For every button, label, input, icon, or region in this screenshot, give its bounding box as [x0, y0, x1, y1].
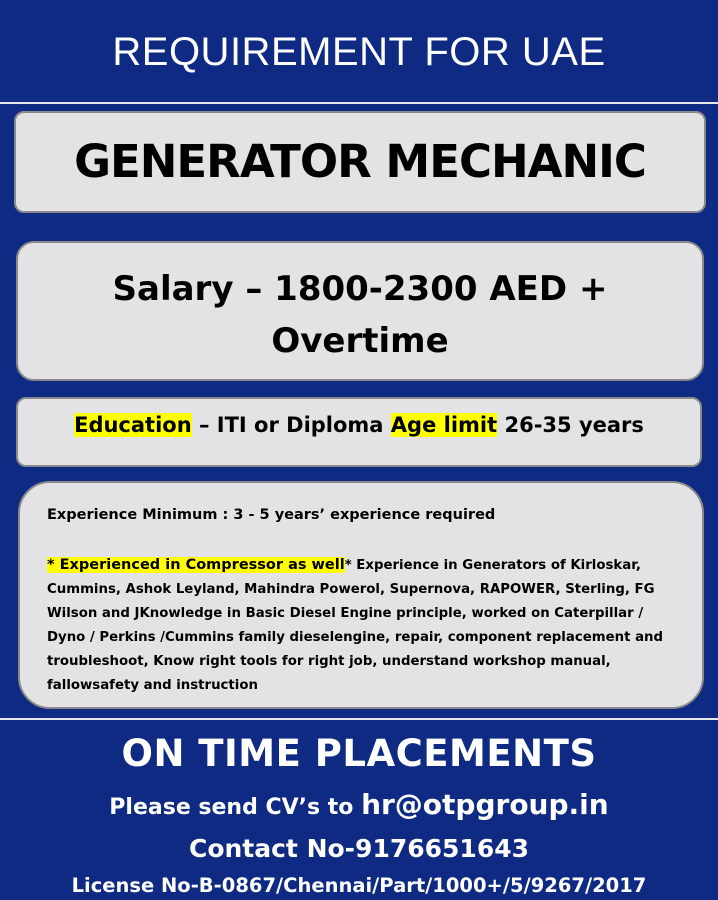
experience-details: * Experience in Generators of Kirloskar, Cummins, Ashok Leyland, Mahindra Powerol, Supernova, RAPOWER, Sterling, FG Wilson and JKnowledge in Basic Diesel Engine principle, worked on Caterpillar / Dyno / Perkins /Cummins family dieselengine, repair, component replacement and troubleshoot, Know right tools for right job, understand workshop manual, fallowsafety and instruction [47, 558, 664, 693]
education-line [18, 413, 700, 437]
experience-card [18, 481, 704, 709]
experience-details-block [47, 553, 679, 698]
age-limit-value: 26-35 years [497, 413, 644, 437]
education-card [16, 397, 702, 467]
salary-line-2: Overtime [271, 321, 449, 361]
salary-card [16, 241, 704, 381]
education-label: Education [74, 413, 192, 437]
send-cv-line [0, 788, 718, 821]
email-address: hr@otpgroup.in [361, 788, 609, 821]
salary-text [18, 263, 702, 367]
education-value: – ITI or Diploma [191, 413, 391, 437]
age-limit-label: Age limit [390, 413, 498, 437]
job-title: GENERATOR MECHANIC [74, 135, 646, 188]
contact-number: Contact No-9176651643 [188, 834, 530, 863]
job-title-card [14, 111, 706, 213]
footer-banner [0, 718, 718, 900]
poster-title: REQUIREMENT FOR UAE [112, 30, 606, 74]
experience-highlight: * Experienced in Compressor as well [47, 557, 345, 573]
send-cv-label: Please send CV’s to [109, 795, 362, 820]
header-banner [0, 0, 718, 104]
company-name: ON TIME PLACEMENTS [121, 732, 597, 775]
salary-line-1: Salary – 1800-2300 AED + [112, 269, 608, 309]
experience-minimum: Experience Minimum : 3 - 5 years’ experience required [47, 507, 496, 523]
license-number: License No-B-0867/Chennai/Part/1000+/5/9267/2017 [71, 874, 647, 897]
